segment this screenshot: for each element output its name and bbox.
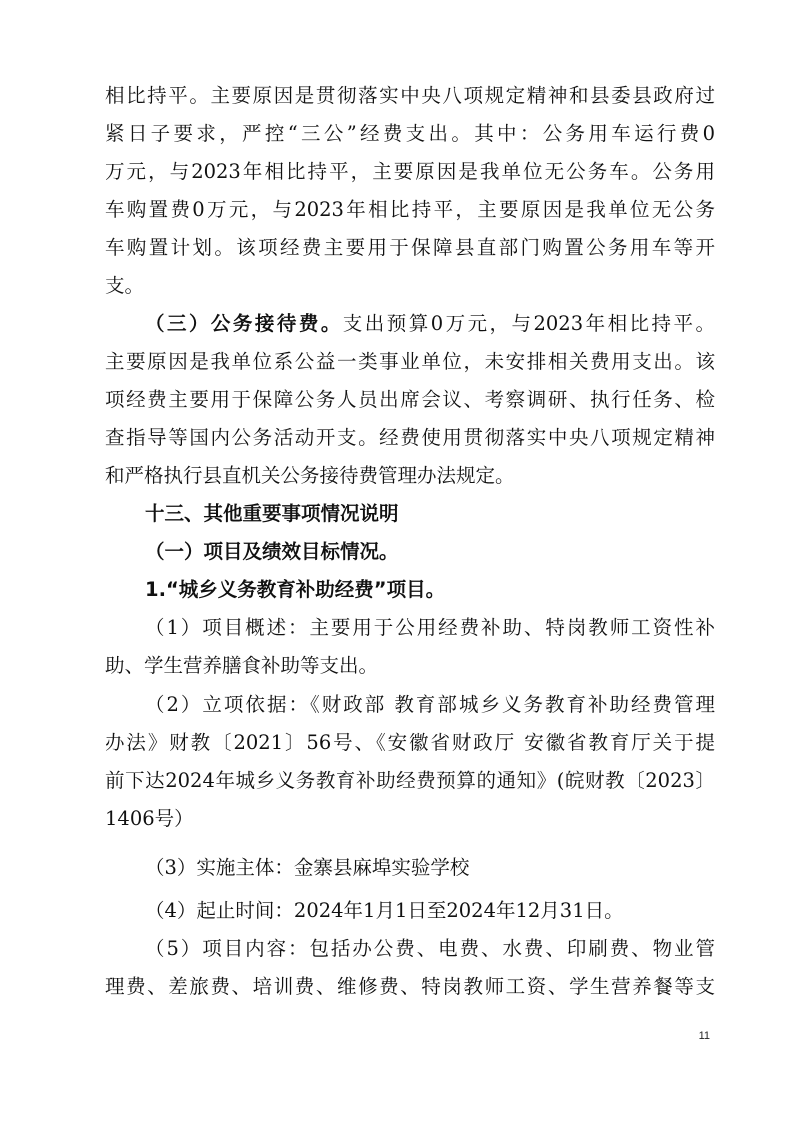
paragraph-line: （5）项目内容：包括办公费、电费、水费、印刷费、物业管 (145, 937, 715, 960)
inline-heading: （三）公务接待费。 (145, 312, 343, 335)
paragraph-line: 万元，与2023年相比持平，主要原因是我单位无公务车。公务用 (105, 160, 715, 183)
paragraph-line: 查指导等国内公务活动开支。经费使用贯彻落实中央八项规定精神 (105, 426, 715, 449)
paragraph-line: 主要原因是我单位系公益一类事业单位，未安排相关费用支出。该 (105, 350, 715, 373)
paragraph-line: 支。 (105, 274, 145, 297)
paragraph-line: 助、学生营养膳食补助等支出。 (105, 654, 379, 677)
paragraph-line: 和严格执行县直机关公务接待费管理办法规定。 (105, 464, 515, 487)
paragraph-line: 车购置计划。该项经费主要用于保障县直部门购置公务用车等开 (105, 236, 715, 259)
paragraph-text: 支出预算0万元，与2023年相比持平。 (342, 312, 715, 335)
paragraph-line (145, 309, 715, 339)
paragraph-line: 1406号） (105, 807, 194, 830)
sub-heading: （一）项目及绩效目标情况。 (145, 540, 399, 563)
section-heading: 十三、其他重要事项情况说明 (145, 502, 399, 525)
paragraph-line: 车购置费0万元，与2023年相比持平，主要原因是我单位无公务 (105, 198, 715, 221)
paragraph-line: 理费、差旅费、培训费、维修费、特岗教师工资、学生营养餐等支 (105, 975, 715, 998)
paragraph-line: 紧日子要求，严控“三公”经费支出。其中：公务用车运行费0 (105, 122, 715, 145)
paragraph-line: （1）项目概述：主要用于公用经费补助、特岗教师工资性补 (145, 616, 715, 639)
paragraph-line: 项经费主要用于保障公务人员出席会议、考察调研、执行任务、检 (105, 388, 715, 411)
paragraph-line: （4）起止时间：2024年1月1日至2024年12月31日。 (145, 899, 624, 922)
paragraph-line: （2）立项依据：《财政部 教育部城乡义务教育补助经费管理 (145, 693, 715, 716)
paragraph-line: 相比持平。主要原因是贯彻落实中央八项规定精神和县委县政府过 (105, 84, 715, 107)
paragraph-line: 办法》财教〔2021〕56号、《安徽省财政厅 安徽省教育厅关于提 (105, 731, 715, 754)
page-number: 11 (698, 1030, 710, 1042)
item-heading: 1.“城乡义务教育补助经费”项目。 (145, 578, 446, 601)
paragraph-line: 前下达2024年城乡义务教育补助经费预算的通知》(皖财教〔2023〕 (105, 769, 715, 792)
paragraph-line: （3）实施主体：金寨县麻埠实验学校 (145, 856, 470, 879)
